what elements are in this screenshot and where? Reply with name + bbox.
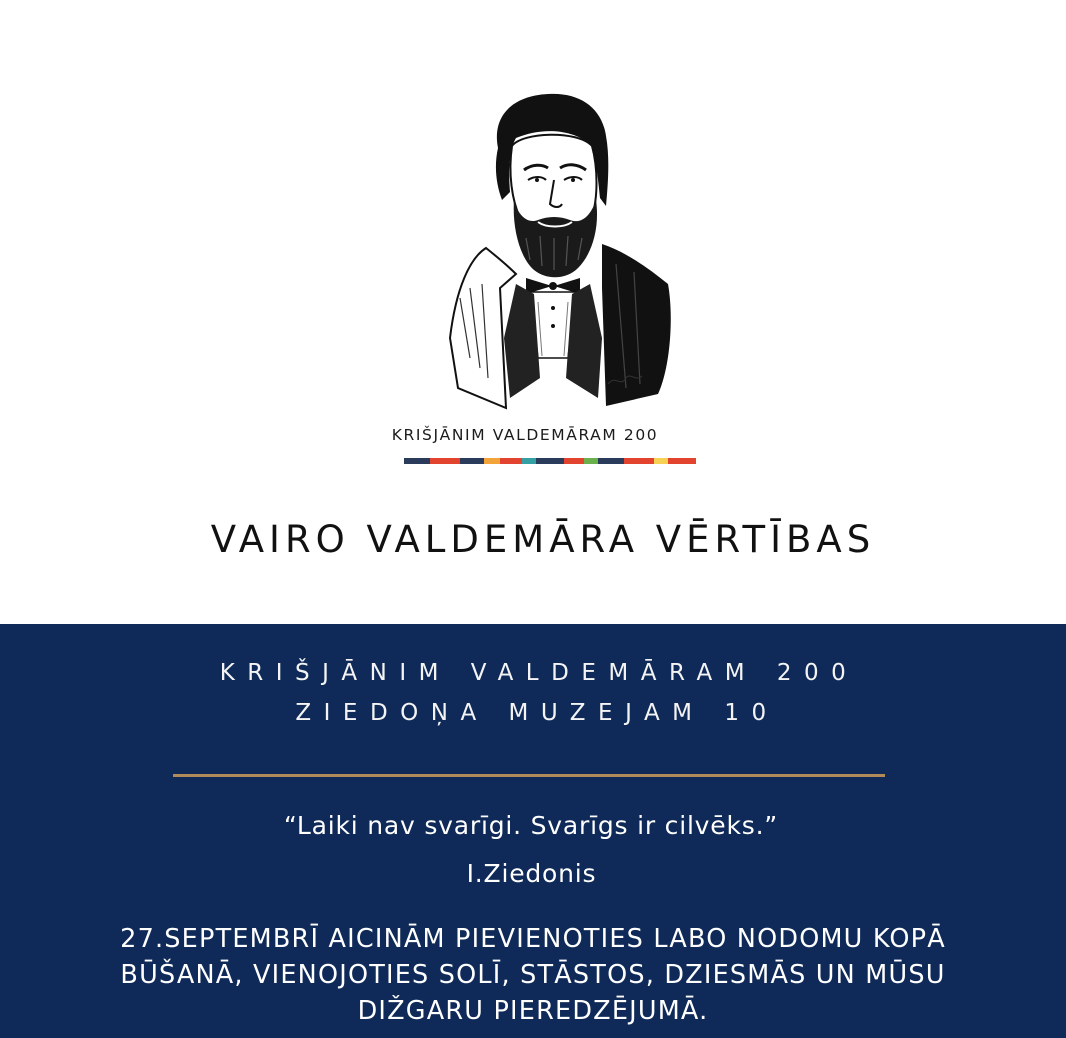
subtitle-line-2: ZIEDOŅA MUZEJAM 10 bbox=[295, 700, 779, 726]
announcement-line-3: DIŽGARU PIEREDZĒJUMĀ. bbox=[357, 996, 709, 1026]
announcement-text bbox=[30, 921, 1036, 1029]
decorative-color-strip bbox=[404, 458, 696, 464]
page-title: VAIRO VALDEMĀRA VĒRTĪBAS bbox=[210, 518, 876, 561]
quote-author: I.Ziedonis bbox=[466, 859, 597, 888]
divider-line bbox=[173, 774, 885, 777]
logo-caption: KRIŠJĀNIM VALDEMĀRAM 200 bbox=[391, 426, 659, 444]
announcement-line-2: BŪŠANĀ, VIENOJOTIES SOLĪ, STĀSTOS, DZIESMĀS UN MŪSU bbox=[120, 960, 946, 990]
quote-text: “Laiki nav svarīgi. Svarīgs ir cilvēks.” bbox=[283, 811, 779, 840]
portrait-illustration bbox=[430, 88, 690, 418]
subtitle-line-1: KRIŠJĀNIM VALDEMĀRAM 200 bbox=[219, 660, 859, 686]
footer-section bbox=[0, 624, 1066, 1038]
announcement-line-1: 27.SEPTEMBRĪ AICINĀM PIEVIENOTIES LABO NODOMU KOPĀ bbox=[120, 924, 946, 954]
